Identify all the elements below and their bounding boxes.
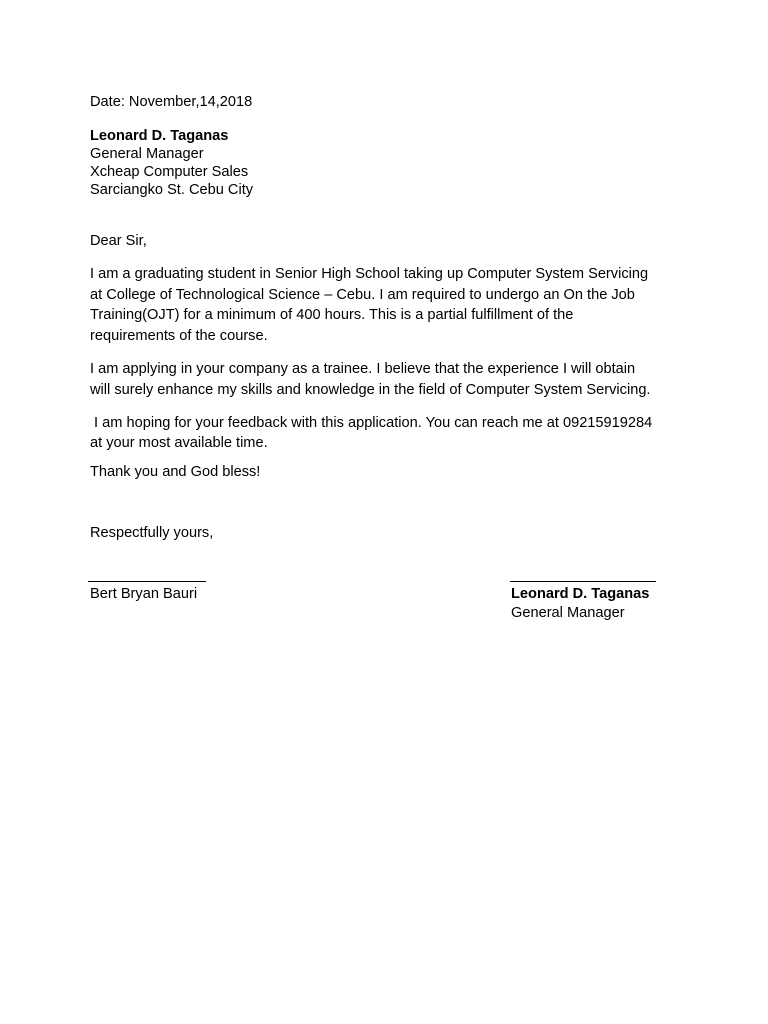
paragraph-3-line: at your most available time. [90,434,268,451]
closing: Respectfully yours, [90,525,214,541]
paragraph-1-line: requirements of the course. [90,327,268,344]
approver-name: Leonard D. Taganas [511,586,650,602]
recipient-name: Leonard D. Taganas [90,128,229,144]
sender-name: Bert Bryan Bauri [90,586,198,602]
recipient-address: Sarciangko St. Cebu City [90,182,254,198]
paragraph-2 [90,359,690,400]
recipient-title: General Manager [90,146,204,162]
approver-signature-line [510,581,656,582]
paragraph-3-line: I am hoping for your feedback with this application. You can reach me at 09215919284 [90,415,653,431]
paragraph-3 [90,413,690,452]
paragraph-1-line: Training(OJT) for a minimum of 400 hours. This is a partial fulfillment of the [90,307,574,323]
letter-date: Date: November,14,2018 [90,94,253,110]
sender-signature-line [88,581,206,582]
thanks-line: Thank you and God bless! [90,464,261,480]
recipient-company: Xcheap Computer Sales [90,164,249,180]
salutation: Dear Sir, [90,233,147,249]
paragraph-1-line: at College of Technological Science – Cebu. I am required to undergo an On the Job [90,286,635,303]
paragraph-2-line: will surely enhance my skills and knowledge in the field of Computer System Servicing. [90,381,651,398]
approver-title: General Manager [511,605,625,621]
paragraph-2-line: I am applying in your company as a trainee. I believe that the experience I will obtain [90,361,636,377]
paragraph-1 [90,264,690,346]
paragraph-1-line: I am a graduating student in Senior High School taking up Computer System Servicing [90,266,649,282]
